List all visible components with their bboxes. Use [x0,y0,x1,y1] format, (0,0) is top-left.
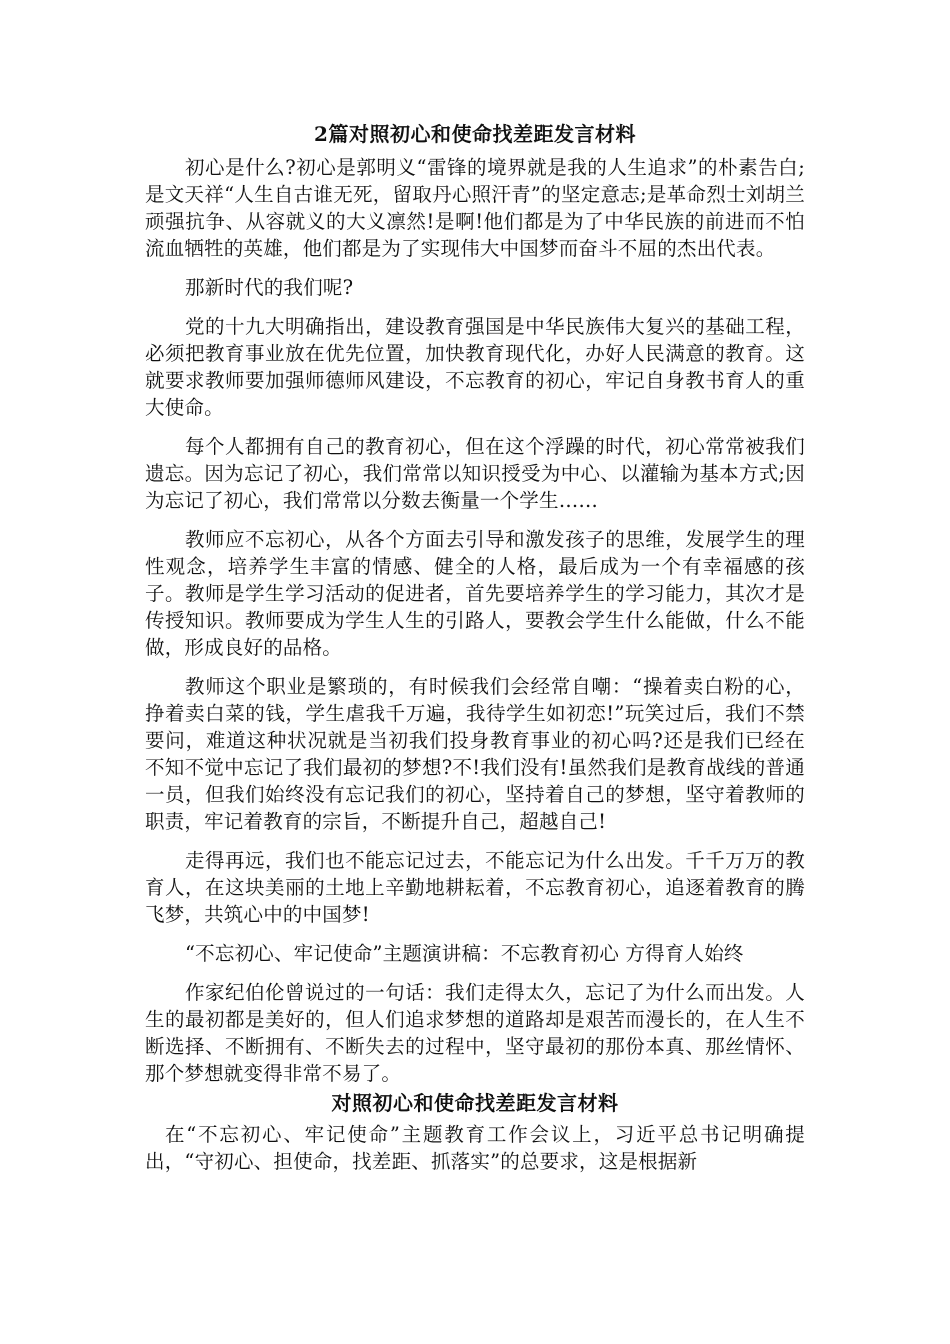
paragraph: 初心是什么?初心是郭明义“雷锋的境界就是我的人生追求”的朴素告白;是文天祥“人生自古谁无死，留取丹心照汗青”的坚定意志;是革命烈士刘胡兰顽强抗争、从容就义的大义凛然!是啊!他们都是为了中华民族的前进而不怕流血牺牲的英雄，他们都是为了实现伟大中国梦而奋斗不屈的杰出代表。 [145,156,805,260]
paragraph: 在“不忘初心、牢记使命”主题教育工作会议上，习近平总书记明确提出，“守初心、担使命，找差距、抓落实”的总要求，这是根据新 [145,1123,805,1173]
document-title: 2篇对照初心和使命找差距发言材料 [314,122,636,146]
paragraph: 那新时代的我们呢? [185,276,354,299]
document-body [145,118,805,1187]
paragraph: “不忘初心、牢记使命”主题演讲稿：不忘教育初心 方得育人始终 [185,942,744,965]
paragraph: 作家纪伯伦曾说过的一句话：我们走得太久，忘记了为什么而出发。人生的最初都是美好的，但人们追求梦想的道路却是艰苦而漫长的，在人生不断选择、不断拥有、不断失去的过程中，坚守最初的那份本真、那丝情怀、那个梦想就变得非常不易了。 [145,981,805,1085]
paragraph: 教师应不忘初心，从各个方面去引导和激发孩子的思维，发展学生的理性观念，培养学生丰富的情感、健全的人格，最后成为一个有幸福感的孩子。教师是学生学习活动的促进者，首先要培养学生的学习能力，其次才是传授知识。教师要成为学生人生的引路人，要教会学生什么能做，什么不能做，形成良好的品格。 [145,528,805,659]
section-title: 对照初心和使命找差距发言材料 [331,1091,619,1115]
paragraph: 每个人都拥有自己的教育初心，但在这个浮躁的时代，初心常常被我们遗忘。因为忘记了初心，我们常常以知识授受为中心、以灌输为基本方式;因为忘记了初心，我们常常以分数去衡量一个学生…… [145,435,805,512]
paragraph: 党的十九大明确指出，建设教育强国是中华民族伟大复兴的基础工程，必须把教育事业放在优先位置，加快教育现代化，办好人民满意的教育。这就要求教师要加强师德师风建设，不忘教育的初心，牢记自身教书育人的重大使命。 [145,315,805,419]
paragraph: 走得再远，我们也不能忘记过去，不能忘记为什么出发。千千万万的教育人，在这块美丽的土地上辛勤地耕耘着，不忘教育初心，追逐着教育的腾飞梦，共筑心中的中国梦! [145,849,805,926]
paragraph: 教师这个职业是繁琐的，有时候我们会经常自嘲：“操着卖白粉的心，挣着卖白菜的钱，学生虐我千万遍，我待学生如初恋!”玩笑过后，我们不禁要问，难道这种状况就是当初我们投身教育事业的初心吗?还是我们已经在不知不觉中忘记了我们最初的梦想?不!我们没有!虽然我们是教育战线的普通一员，但我们始终没有忘记我们的初心，坚持着自己的梦想，坚守着教师的职责，牢记着教育的宗旨，不断提升自己，超越自己! [145,675,805,833]
